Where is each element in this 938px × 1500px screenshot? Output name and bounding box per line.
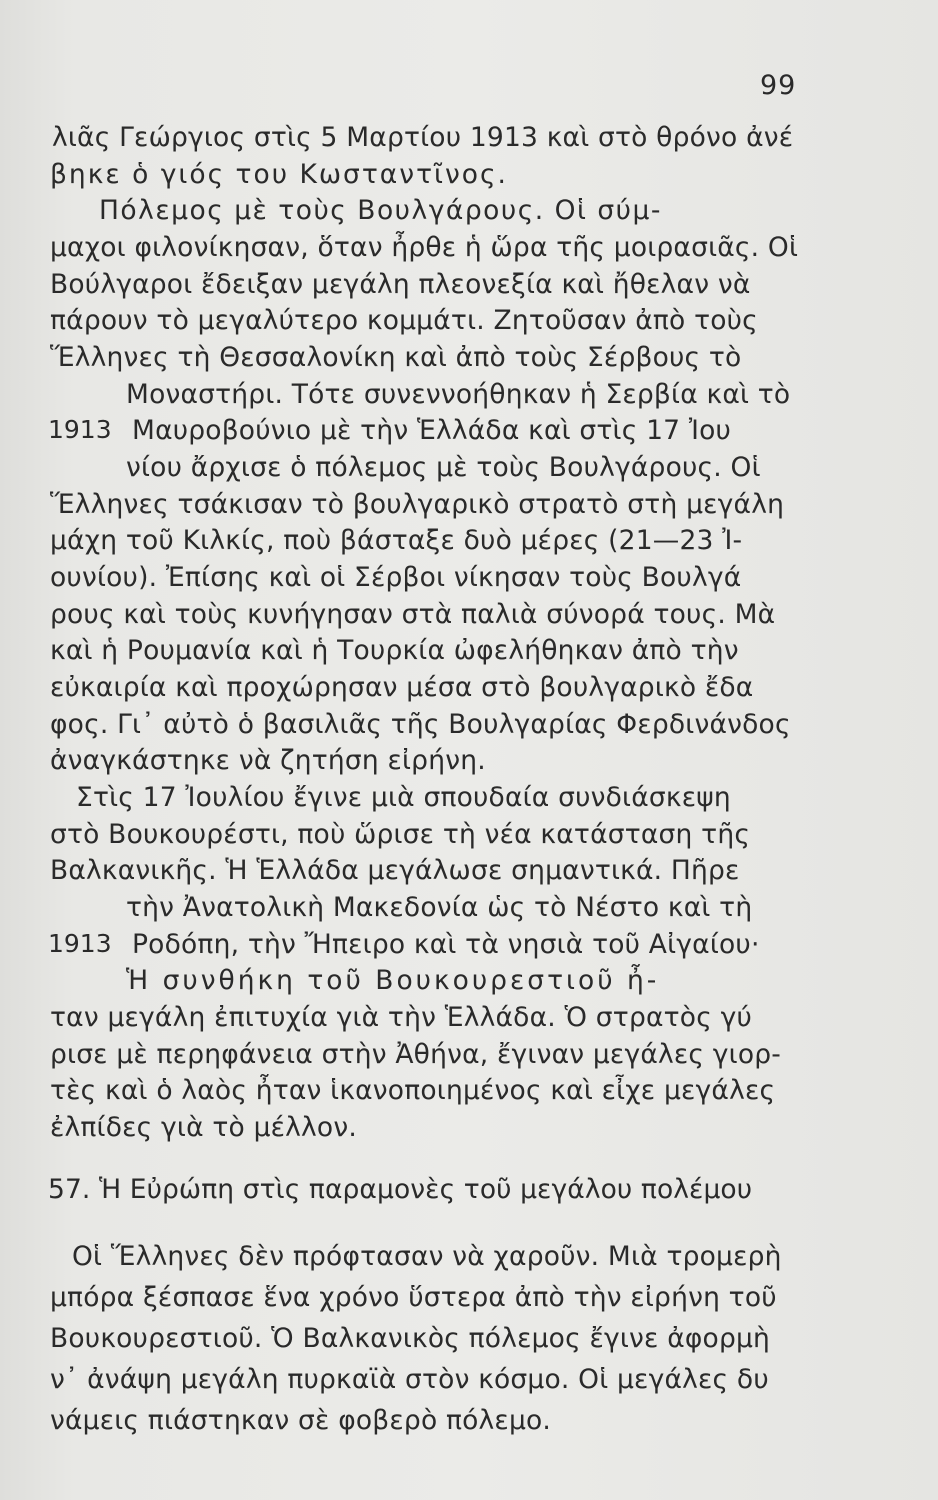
text-line: Ἕλληνες τσάκισαν τὸ βουλγαρικὸ στρατὸ στὴ μεγάλη	[50, 488, 785, 520]
text-line: ταν μεγάλη ἐπιτυχία γιὰ τὴν Ἑλλάδα. Ὁ στρατὸς γύ	[50, 1002, 753, 1033]
text-line: εὐκαιρία καὶ προχώρησαν μέσα στὸ βουλγαρικὸ ἔδα	[50, 672, 754, 703]
text-line: βηκε ὁ γιός του Κωσταντῖνος.	[50, 158, 508, 190]
paragraph-line: ν᾿ ἀνάψη μεγάλη πυρκαϊὰ στὸν κόσμο. Οἱ μεγάλες δυ	[50, 1364, 769, 1395]
text-line: τὲς καὶ ὁ λαὸς ἦταν ἱκανοποιημένος καὶ εἶχε μεγάλες	[50, 1075, 776, 1107]
text-line: ουνίου). Ἐπίσης καὶ οἱ Σέρβοι νίκησαν τοὺς Βουλγά	[50, 562, 742, 593]
text-line: Μοναστήρι. Τότε συνεννοήθηκαν ἡ Σερβία καὶ τὸ	[126, 378, 791, 410]
text-line: φος. Γι᾿ αὐτὸ ὁ βασιλιᾶς τῆς Βουλγαρίας Φερδινάνδος	[50, 708, 791, 740]
text-line: τὴν Ἀνατολικὴ Μακεδονία ὡς τὸ Νέστο καὶ τὴ	[126, 892, 753, 923]
text-line: στὸ Βουκουρέστι, ποὺ ὥρισε τὴ νέα κατάσταση τῆς	[50, 818, 751, 850]
margin-year: 1913	[48, 415, 112, 445]
text-line: ἐλπίδες γιὰ τὸ μέλλον.	[50, 1112, 357, 1143]
text-line: ρισε μὲ περηφάνεια στὴν Ἀθήνα, ἔγιναν μεγάλες γιορ-	[50, 1038, 782, 1070]
text-line: λιᾶς Γεώργιος στὶς 5 Μαρτίου 1913 καὶ στὸ θρόνο ἀνέ	[52, 122, 794, 153]
margin-year: 1913	[48, 928, 112, 958]
section-subtitle-line: Πόλεμος μὲ τοὺς Βουλγάρους. Οἱ σύμ-	[99, 195, 662, 227]
paragraph-line: Οἱ Ἕλληνες δὲν πρόφτασαν νὰ χαροῦν. Μιὰ τρομερὴ	[72, 1241, 782, 1272]
text-line: Μαυροβούνιο μὲ τὴν Ἑλλάδα καὶ στὶς 17 Ἰου	[132, 415, 732, 447]
text-line: Ἕλληνες τὴ Θεσσαλονίκη καὶ ἀπὸ τοὺς Σέρβους τὸ	[50, 342, 742, 373]
text-line: Βούλγαροι ἔδειξαν μεγάλη πλεονεξία καὶ ἤθελαν νὰ	[50, 268, 751, 300]
text-line: Βαλκανικῆς. Ἡ Ἑλλάδα μεγάλωσε σημαντικά. Πῆρε	[50, 855, 740, 887]
text-line: Στὶς 17 Ἰουλίου ἔγινε μιὰ σπουδαία συνδιάσκεψη	[76, 782, 731, 813]
paragraph-line: νάμεις πιάστηκαν σὲ φοβερὸ πόλεμο.	[50, 1405, 552, 1436]
text-line: καὶ ἡ Ρουμανία καὶ ἡ Τουρκία ὠφελήθηκαν ἀπὸ τὴν	[50, 635, 739, 667]
text-line: πάρουν τὸ μεγαλύτερο κομμάτι. Ζητοῦσαν ἀπὸ τοὺς	[50, 305, 758, 337]
section-heading: 57. Ἡ Εὐρώπη στὶς παραμονὲς τοῦ μεγάλου πολέμου	[48, 1174, 753, 1205]
text-line: νίου ἄρχισε ὁ πόλεμος μὲ τοὺς Βουλγάρους. Οἱ	[126, 452, 761, 483]
text-line: ἀναγκάστηκε νὰ ζητήση εἰρήνη.	[50, 745, 486, 777]
text-line: μαχοι φιλονίκησαν, ὅταν ἦρθε ἡ ὥρα τῆς μοιρασιᾶς. Οἱ	[50, 232, 799, 263]
section-subtitle-line: Ἡ συνθήκη τοῦ Βουκουρεστιοῦ ἦ-	[126, 965, 660, 997]
text-line: μάχη τοῦ Κιλκίς, ποὺ βάσταξε δυὸ μέρες (21—23 Ἰ-	[50, 525, 743, 557]
text-line: Ροδόπη, τὴν Ἤπειρο καὶ τὰ νησιὰ τοῦ Αἰγαίου·	[132, 928, 760, 960]
text-line: ρους καὶ τοὺς κυνήγησαν στὰ παλιὰ σύνορά τους. Μὰ	[50, 598, 776, 630]
paragraph-line: μπόρα ξέσπασε ἕνα χρόνο ὕστερα ἀπὸ τὴν εἰρήνη τοῦ	[50, 1282, 777, 1313]
page-number: 99	[760, 70, 797, 101]
paragraph-line: Βουκουρεστιοῦ. Ὁ Βαλκανικὸς πόλεμος ἔγινε ἀφορμὴ	[50, 1323, 771, 1354]
